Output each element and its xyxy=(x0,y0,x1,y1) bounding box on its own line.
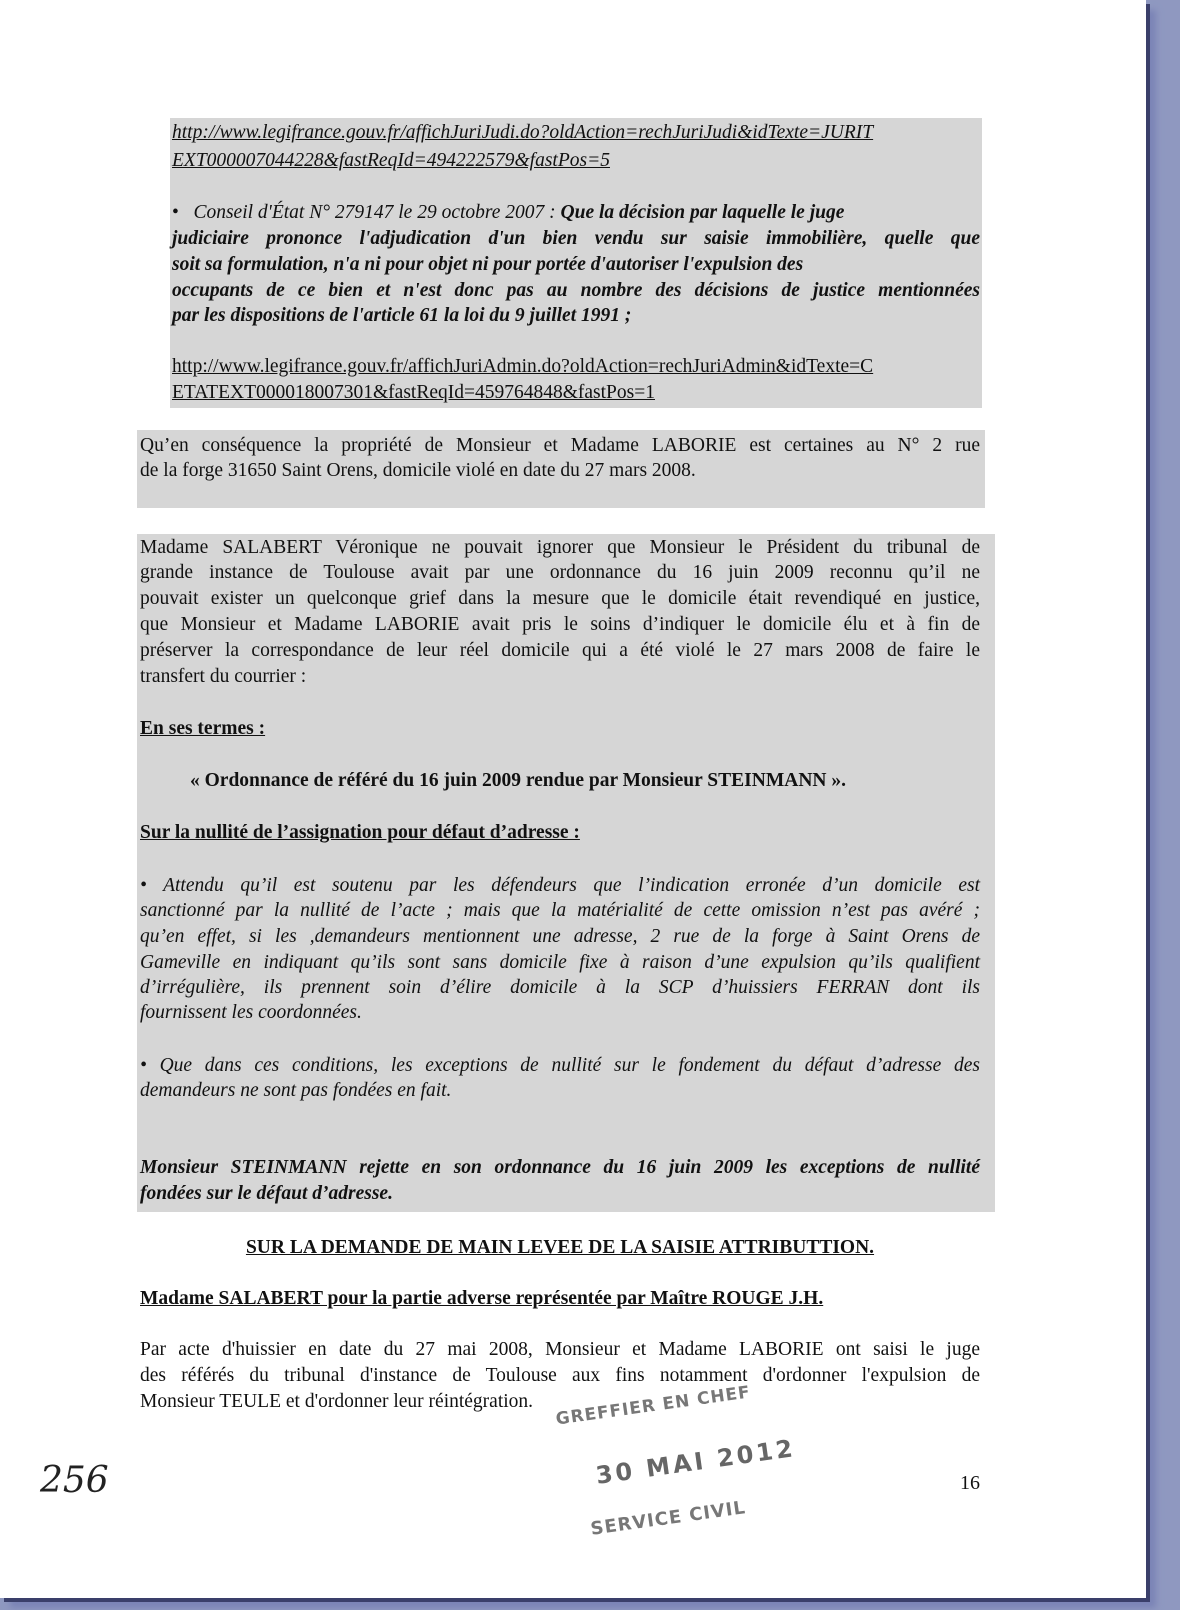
citation-quote: par les dispositions de l'article 61 la loi du 9 juillet 1991 ; xyxy=(172,305,632,326)
bullet: • xyxy=(172,202,179,223)
citation-quote: soit sa formulation, n'a ni pour objet ni pour portée d'autoriser l'expulsion des xyxy=(172,254,804,275)
section-heading: SUR LA DEMANDE DE MAIN LEVEE DE LA SAISIE ATTRIBUTTION. xyxy=(245,1237,875,1258)
link[interactable]: http://www.legifrance.gouv.fr/affichJuriAdmin.do?oldAction=rechJuriAdmin&idTexte=C xyxy=(172,356,874,377)
que-line: • Que dans ces conditions, les exceptions de nullité sur le fondement du défaut d’adresse des xyxy=(140,1055,980,1076)
paragraph-line: Qu’en conséquence la propriété de Monsieur et Madame LABORIE est certaines au N° 2 rue xyxy=(140,435,980,456)
attendu-line: fournissent les coordonnées. xyxy=(140,1002,362,1023)
terms-heading: En ses termes : xyxy=(140,718,266,739)
citation-ref: Conseil d'État N° 279147 le 29 octobre 2007 : xyxy=(193,202,561,223)
conclusion-line: fondées sur le défaut d’adresse. xyxy=(140,1183,393,1204)
paragraph-line: pouvait exister un quelconque grief dans la mesure que le domicile était revendiqué en justice, xyxy=(140,588,980,609)
paragraph-line: transfert du courrier : xyxy=(140,666,307,687)
citation-line xyxy=(172,200,980,226)
attendu-line: • Attendu qu’il est soutenu par les défendeurs que l’indication erronée d’un domicile est xyxy=(140,875,980,896)
page-number: 16 xyxy=(960,1472,980,1494)
citation-quote: judiciaire prononce l'adjudication d'un bien vendu sur saisie immobilière, quelle que xyxy=(172,228,980,249)
attendu-line: sanctionné par la nullité de l’acte ; mais que la matérialité de cette omission n’est pas avéré ; xyxy=(140,900,980,921)
sub-heading: Madame SALABERT pour la partie adverse représentée par Maître ROUGE J.H. xyxy=(140,1288,824,1309)
ordonnance-title: « Ordonnance de référé du 16 juin 2009 rendue par Monsieur STEINMANN ». xyxy=(190,770,846,791)
paragraph-line: Par acte d'huissier en date du 27 mai 2008, Monsieur et Madame LABORIE ont saisi le juge xyxy=(140,1339,980,1360)
attendu-line: Gameville en indiquant qu’ils sont sans domicile fixe à raison d’une expulsion qu’ils qualifient xyxy=(140,952,980,973)
paragraph-line: Madame SALABERT Véronique ne pouvait ignorer que Monsieur le Président du tribunal de xyxy=(140,537,980,558)
stamp-date: 30 MAI 2012 xyxy=(594,1434,798,1490)
paragraph-line: préserver la correspondance de leur réel domicile qui a été violé le 27 mars 2008 de faire le xyxy=(140,640,980,661)
link[interactable]: http://www.legifrance.gouv.fr/affichJuriJudi.do?oldAction=rechJuriJudi&idTexte=JURIT xyxy=(172,122,874,143)
link[interactable]: EXT000007044228&fastReqId=494222579&fastPos=5 xyxy=(172,150,610,171)
handwritten-number: 256 xyxy=(40,1460,109,1501)
paragraph-line: des référés du tribunal d'instance de Toulouse aux fins notamment d'ordonner l'expulsion de xyxy=(140,1365,980,1386)
paragraph-line: Monsieur TEULE et d'ordonner leur réintégration. xyxy=(140,1391,534,1412)
citation-quote: occupants de ce bien et n'est donc pas au nombre des décisions de justice mentionnées xyxy=(172,280,980,301)
paragraph-line: grande instance de Toulouse avait par une ordonnance du 16 juin 2009 reconnu qu’il ne xyxy=(140,562,980,583)
attendu-line: qu’en effet, si les ,demandeurs mentionnent une adresse, 2 rue de la forge à Saint Orens de xyxy=(140,926,980,947)
attendu-line: d’irrégulière, ils prennent soin d’élire domicile à la SCP d’huissiers FERRAN dont ils xyxy=(140,977,980,998)
conclusion-line: Monsieur STEINMANN rejette en son ordonnance du 16 juin 2009 les exceptions de nullité xyxy=(140,1157,980,1178)
stamp-service: SERVICE CIVIL xyxy=(589,1497,748,1540)
citation-quote: Que la décision par laquelle le juge xyxy=(560,202,845,223)
stamp-greffier: GREFFIER EN CHEF xyxy=(554,1382,752,1430)
nullity-heading: Sur la nullité de l’assignation pour défaut d’adresse : xyxy=(140,822,580,843)
que-line: demandeurs ne sont pas fondées en fait. xyxy=(140,1080,452,1101)
link[interactable]: ETATEXT000018007301&fastReqId=459764848&fastPos=1 xyxy=(172,382,655,403)
paragraph-line: de la forge 31650 Saint Orens, domicile violé en date du 27 mars 2008. xyxy=(140,460,696,481)
paragraph-line: que Monsieur et Madame LABORIE avait pris le soins d’indiquer le domicile élu et à fin de xyxy=(140,614,980,635)
